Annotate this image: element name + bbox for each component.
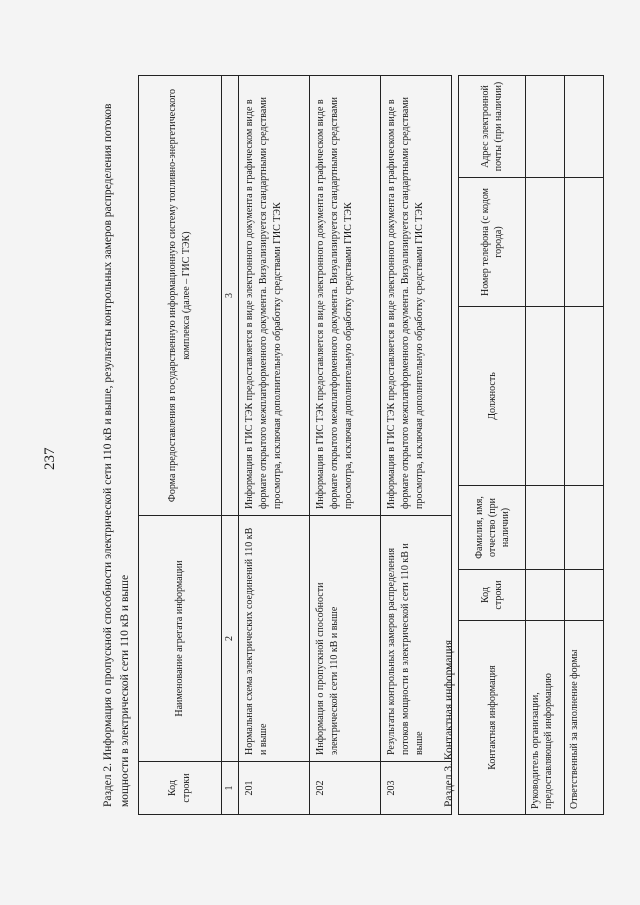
row-phone-cell bbox=[565, 178, 604, 307]
row-email-cell bbox=[565, 76, 604, 178]
section3-title: Раздел 3. Контактная информация bbox=[443, 639, 455, 807]
header-phone: Номер телефона (с кодом города) bbox=[459, 178, 526, 307]
row-code: 203 bbox=[381, 762, 452, 815]
row-fio-cell bbox=[565, 486, 604, 570]
row-fio-cell bbox=[526, 486, 565, 570]
table-row bbox=[565, 76, 604, 815]
row-code: 201 bbox=[239, 762, 310, 815]
table-row bbox=[526, 76, 565, 815]
row-contact: Руководитель организации, предоставляющей информацию bbox=[526, 621, 565, 815]
header-code: Код строки bbox=[139, 762, 222, 815]
section3-header-row bbox=[459, 76, 526, 815]
header-contact: Контактная информация bbox=[459, 621, 526, 815]
header-name: Наименование агрегата информации bbox=[139, 516, 222, 762]
table-row bbox=[239, 76, 310, 815]
row-code-cell bbox=[526, 570, 565, 621]
row-code-cell bbox=[565, 570, 604, 621]
row-email-cell bbox=[526, 76, 565, 178]
column-number: 2 bbox=[222, 516, 239, 762]
row-phone-cell bbox=[526, 178, 565, 307]
row-position-cell bbox=[565, 307, 604, 486]
section3-table bbox=[458, 75, 604, 815]
column-number: 1 bbox=[222, 762, 239, 815]
row-contact: Ответственный за заполнение формы bbox=[565, 621, 604, 815]
header-email: Адрес электронной почты (при наличии) bbox=[459, 76, 526, 178]
row-position-cell bbox=[526, 307, 565, 486]
row-code: 202 bbox=[310, 762, 381, 815]
section2-table bbox=[138, 75, 452, 815]
column-number-row bbox=[222, 76, 239, 815]
page-number: 237 bbox=[42, 447, 58, 470]
row-name: Нормальная схема электрических соединений 110 кВ и выше bbox=[239, 516, 310, 762]
row-form: Информация в ГИС ТЭК предоставляется в виде электронного документа в графическом виде в формате открытого межплатформенного документа. Визуализируется стандартными средствами просмотра, исключая дополнительную обработку средствами ГИС ТЭК bbox=[381, 76, 452, 516]
header-fio: Фамилия, имя, отчество (при наличии) bbox=[459, 486, 526, 570]
row-form: Информация в ГИС ТЭК предоставляется в виде электронного документа в графическом виде в формате открытого межплатформенного документа. Визуализируется стандартными средствами просмотра, исключая дополнительную обработку средствами ГИС ТЭК bbox=[310, 76, 381, 516]
row-name: Информация о пропускной способности электрической сети 110 кВ и выше bbox=[310, 516, 381, 762]
column-number: 3 bbox=[222, 76, 239, 516]
section2-header-row bbox=[139, 76, 222, 815]
table-row bbox=[381, 76, 452, 815]
header-position: Должность bbox=[459, 307, 526, 486]
row-name: Результаты контрольных замеров распределения потоков мощности в электрической сети 110 кВ и выше bbox=[381, 516, 452, 762]
header-form: Форма предоставления в государственную информационную систему топливно-энергетического комплекса (далее – ГИС ТЭК) bbox=[139, 76, 222, 516]
section2-title: Раздел 2. Информация о пропускной способности электрической сети 110 кВ и выше, результаты контрольных замеров распределения потоков мощности в электрической сети 110 кВ и выше bbox=[102, 103, 131, 807]
table-row bbox=[310, 76, 381, 815]
header-code: Код строки bbox=[459, 570, 526, 621]
row-form: Информация в ГИС ТЭК предоставляется в виде электронного документа в графическом виде в формате открытого межплатформенного документа. Визуализируется стандартными средствами просмотра, исключая дополнительную обработку средствами ГИС ТЭК bbox=[239, 76, 310, 516]
